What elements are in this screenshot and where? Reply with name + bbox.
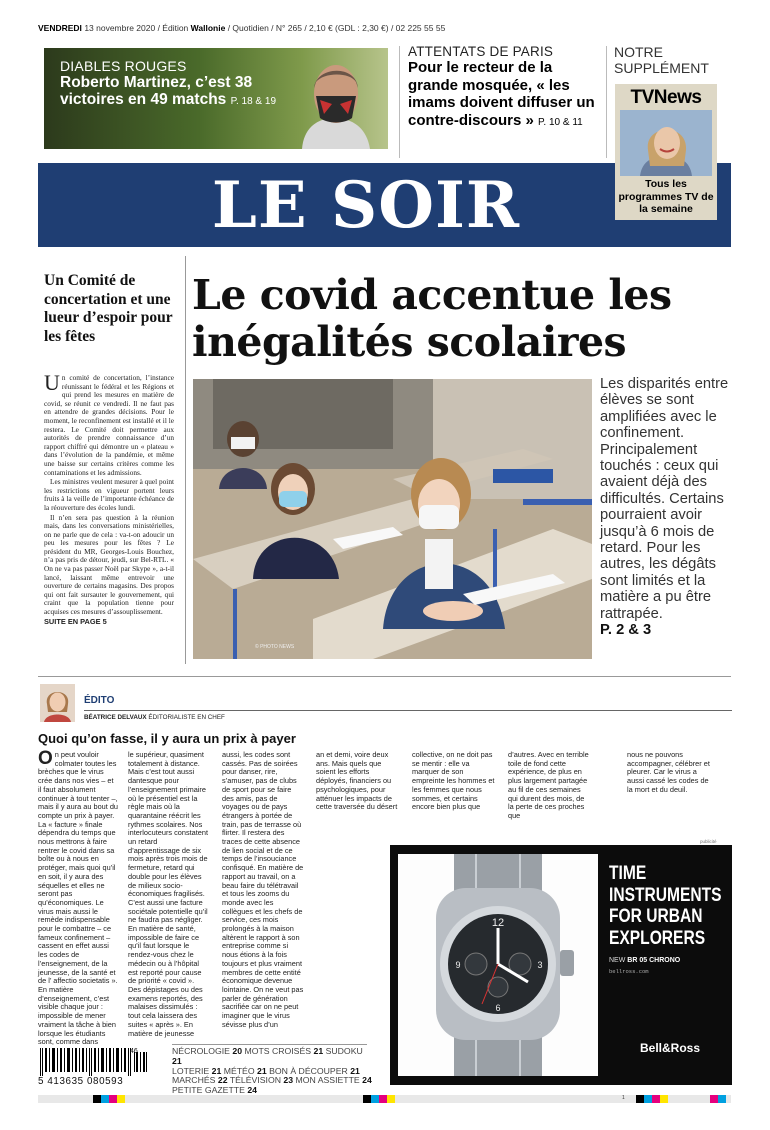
photo-credit: © PHOTO NEWS [255,644,295,650]
color-swatch [710,1095,718,1103]
drop-cap: O [38,748,53,769]
main-headline[interactable]: Le covid accentue les inégalités scolaires [192,271,672,366]
svg-text:6: 6 [495,1003,501,1013]
svg-text:12: 12 [491,917,505,929]
edito-column: collective, on ne doit pas se mentir : elle va marquer de son empreinte les hommes et les femmes que nous sommes, et certains encore bien plus que [412,750,495,812]
edito-rule [84,710,732,711]
side-article-headline[interactable]: Un Comité de concertation et une lueur d’espoir pour les fêtes [44,272,173,345]
ad-brand-logo: Bell&Ross [640,1041,701,1055]
page-number: 1 [622,1095,625,1101]
edition-label: Édition [162,23,189,33]
side-paragraph: Les ministres veulent mesurer à quel point les restrictions en vigueur portent leurs fruits à la veille de l’importante échéance de la réouverture des écoles lundi. [44,477,175,512]
color-swatch [109,1095,117,1103]
teaser-headline: Roberto Martinez, c’est 38 victoires en 49 matchs P. 18 & 19 [60,74,277,108]
author-portrait-image [40,684,75,722]
color-swatch [93,1095,101,1103]
continue-link[interactable]: SUITE EN PAGE 5 [44,616,107,626]
issue-day: VENDREDI [38,23,82,33]
index-rule [172,1044,367,1045]
author-role: ÉDITORIALISTE EN CHEF [148,714,225,721]
ad-credit: publicité [700,839,717,844]
teaser-kicker: DIABLES ROUGES [60,58,187,74]
watch-illustration [398,854,598,1076]
supplement-cover-image [620,110,712,176]
teaser-pages: P. 18 & 19 [230,96,277,107]
index-entry[interactable]: MÉTÉO 21 [223,1065,267,1076]
page-index [172,1047,372,1096]
color-swatch [660,1095,668,1103]
color-swatch [636,1095,644,1103]
watch-image [398,854,598,1076]
issue-info-line: VENDREDI 13 novembre 2020 / Édition Wallonie / Quotidien / N° 265 / 2,10 € (GDL : 2,30 €) / 02 225 55 55 [38,23,446,33]
ad-url[interactable]: bellross.com [609,968,649,975]
ad-model-prefix: NEW [609,957,626,964]
teaser-pages: P. 10 & 11 [538,116,583,128]
index-entry[interactable]: PETITE GAZETTE 24 [172,1085,257,1096]
edito-author [84,714,225,721]
color-swatch [101,1095,109,1103]
classroom-illustration [193,379,592,659]
index-entry[interactable]: TÉLÉVISION 23 [229,1075,294,1086]
edito-column: an et demi, voire deux ans. Mais quels que soient les efforts déployés, financiers ou psychologiques, pour atténuer les impacts de cette traversée du désert [316,750,398,812]
ad-model [609,957,680,964]
teaser-attentats[interactable] [408,44,598,131]
teaser-divider [399,46,400,158]
edito-text: n peut vouloir colmater toutes les brèches que le virus crée dans nos vies – et il faut absolument continuer à tout tenter –, mais il y aura au bout du compte un prix à payer. La « facture » finale dépendra du temps que nous mettrons à faire rentrer le covid dans sa boîte ou à nous en protéger, mais quoi qu’il en soit, il y aura des séquelles et elles ne seront pas qu’économiques. Le virus mais aussi le remède indispensable pour le combattre – ce fameux confinement – cassent en effet aussi les codes de l’enseignement, de la jeunesse, de la santé et de l’ affectio societatis ». En matière d’enseignement, c’est visible chaque jour : impossible de mener vraiment la tâche à bien lorsque les étudiants sont, comme dans [38,750,119,1047]
edito-title[interactable]: Quoi qu’on fasse, il y aura un prix à payer [38,731,296,746]
edito-label: ÉDITO [84,695,115,706]
section-separator [38,676,731,677]
color-swatch [387,1095,395,1103]
svg-text:9: 9 [455,960,461,970]
ad-model-name: BR 05 CHRONO [627,957,681,964]
supplement-caption: Tous les programmes TV de la semaine [618,178,714,215]
main-lede [600,376,735,639]
lede-pages[interactable]: P. 2 & 3 [600,622,652,639]
edito-column: d’autres. Avec en terrible toile de fond cette expérience, de plus en plus largement partagée au fil de ces semaines qui durent des mois, de la perte de ces proches que [508,750,589,820]
classroom-photo [193,379,592,659]
index-entry[interactable]: BON À DÉCOUPER 21 [269,1065,360,1076]
edito-column: nous ne pouvons accompagner, célébrer et pleurer. Car le virus a aussi cassé les codes de la mort et du deuil. [627,750,710,794]
index-entry[interactable]: SUDOKU 21 [172,1046,363,1066]
svg-text:3: 3 [537,960,543,970]
teaser-headline: Pour le recteur de la grande mosquée, « les imams doivent diffuser un contre-discours » P. 10 & 11 [408,59,595,129]
teaser-divider [606,46,607,158]
drop-cap: U [44,370,60,395]
author-name: BÉATRICE DELVAUX [84,714,147,721]
teaser-kicker: ATTENTATS DE PARIS [408,44,554,59]
index-entry[interactable]: LOTERIE 21 [172,1065,222,1076]
color-swatch [117,1095,125,1103]
watch-advertisement[interactable] [390,845,732,1085]
index-entry[interactable]: NÉCROLOGIE 20 [172,1046,243,1056]
index-entry[interactable]: MON ASSIETTE 24 [295,1075,372,1086]
newspaper-logo: LE SOIR [211,168,521,243]
side-paragraph: Il n’en sera pas question à la réunion mais, dans les conversations ministérielles, on ne parle que de cela : va-t-on adoucir un peu les mesures pour les fêtes ? Le président du MR, Georges-Louis Bouchez, n’a pas pris de détour, jeudi, sur Bel-RTL. « On ne va pas passer Noël par Skype », a-t-il lancé, laissant même entrevoir une ouverture de certains magasins. Des propos qui ont fait sursauter le gouvernement, qui craint que la population tienne pour acquises ces mesures d’assouplissement. [44,512,174,617]
side-article-body [44,370,175,626]
index-entry[interactable]: MOTS CROISÉS 21 [244,1046,324,1056]
supplement-tvnews[interactable] [615,84,717,220]
supplement-title: TVNews [630,87,702,108]
edito-column: le supérieur, quasiment totalement à distance. Mais c’est tout aussi dantesque pour l’enseignement primaire où le présentiel est la règle mais où la quarantaine réécrit les rythmes scolaires. Nos interlocuteurs constatent un retard d’apprentissage de six mois après trois mois de fermeture, retard qui double pour les élèves de milieux socio-économiques fragilisés. C’est aussi une facture sociétale potentielle qu’il ne faudra pas négliger. En matière de santé, impossible de faire ce qu’il faut lorsque le rendez-vous chez le médecin ou à l’hôpital est reporté pour cause de priorité « covid ». Des dépistages ou des examens reportés, des malaises dissimulés : tout cela laissera des suites « après ». En matière de jeunesse [128,750,209,1038]
color-swatch [644,1095,652,1103]
teaser-diables-rouges[interactable] [44,48,388,149]
supplement-label: NOTRE SUPPLÉMENT [614,44,709,76]
index-entry[interactable]: MARCHÉS 22 [172,1075,228,1086]
edito-column [38,748,119,1047]
edito-column: aussi, les codes sont cassés. Pas de soirées pour danser, rire, s’amuser, pas de clubs de sport pour se faire des amis, pas de voyages ou de pays étrangers à portée de train, pas de terrasse où flirter. Il restera des traces de cette absence de lien social et de ce temps de l’insouciance confisqué. En matière de rapport au travail, on a beau faire du télétravail et tous les zooms du monde avec les collègues et les chefs de service, ces mois prolongés à la maison altèrent le rapport à son entreprise comme si nous étions à la fois toujours et plus vraiment membres de cette entité économique devenue lointaine. On ne veut pas parler de génération sacrifiée car on ne peut imaginer que le virus sévisse plus d’un [222,750,304,1029]
coach-portrait-image [294,52,374,149]
color-swatch [652,1095,660,1103]
ad-headline: TIME INSTRUMENTS FOR URBAN EXPLORERS [609,863,722,949]
barcode-number: 5 413635 080593 [38,1076,124,1087]
color-swatch [718,1095,726,1103]
print-color-strip [38,1095,731,1103]
color-swatch [379,1095,387,1103]
color-swatch [363,1095,371,1103]
author-avatar [40,684,75,722]
issue-date: 13 novembre 2020 [84,23,156,33]
color-swatch [371,1095,379,1103]
lede-text: Les disparités entre élèves se sont amplifiées avec le confinement. Principalement touchés : ceux qui avaient déjà des difficultés. Certains pourraient avoir jusqu’à 6 mois de retard. Pour les autres, les dégâts sont limités et la matière a pu être rattrapée. [600,376,729,622]
side-paragraph: n comité de concertation, l’instance réunissant le fédéral et les Régions et qui prend les mesures en matière de covid, se réunit ce vendredi. Il ne faut pas en attendre de grandes décisions. Pour le moment, le reconfinement est installé et il le restera. Le Comité doit permettre aux autorités de prendre connaissance d’un rapport chiffré qui démontre un « plateau » dans l’évolution de la pandémie, et même une baisse sur certains critères comme les contaminations et les admissions. [44,373,174,477]
column-divider [185,256,186,664]
edition-name: Wallonie [190,23,226,33]
issue-code: 46 [130,1048,138,1055]
issue-details: / Quotidien / N° 265 / 2,10 € (GDL : 2,30 €) / 02 225 55 55 [227,23,446,33]
